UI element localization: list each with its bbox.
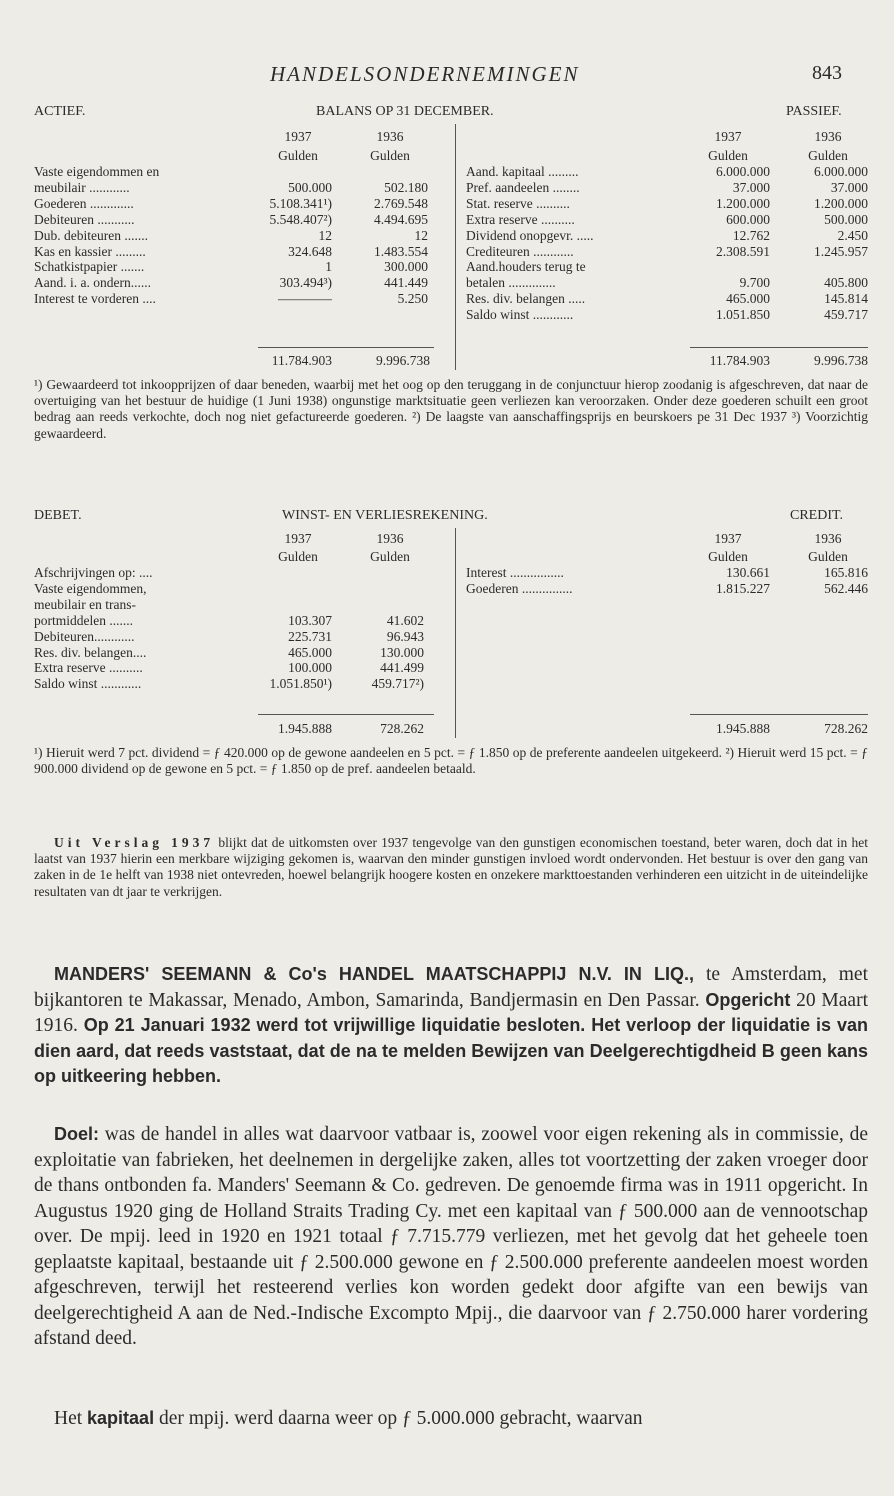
verslag-lead: Uit Verslag 1937 (54, 835, 215, 850)
table-cell-v1 (234, 581, 332, 597)
table-cell-v2 (332, 565, 424, 581)
opgericht-label: Opgericht (705, 989, 791, 1010)
balans-right-sum-rule (690, 347, 868, 348)
table-cell-v1: 100.000 (288, 660, 332, 676)
table-cell-v2 (770, 259, 868, 275)
winst-unit-1-right: Gulden (708, 549, 748, 564)
winst-unit-2-right: Gulden (808, 549, 848, 564)
opgericht-text: 20 Maart 1916. (34, 989, 868, 1036)
winst-total-left-1: 1.945.888 (278, 721, 332, 736)
table-cell-label: Dub. debiteuren ....... (34, 227, 148, 243)
table-cell-label: Afschrijvingen op: .... (34, 565, 153, 580)
winst-footnote: ¹) Hieruit werd 7 pct. dividend = ƒ 420.000 op de gewone aandeelen en 5 pct. = ƒ 1.850 op de preferente aandeelen uitgekeerd. ²) Hieruit werd 15 pct. = ƒ 900.000 dividend op de gewone en 5 pct. = ƒ 1.850 op de pref. aandeelen betaald. (34, 745, 868, 777)
table-cell-v2: 6.000.000 (814, 164, 868, 179)
table-cell-label: Goederen ............. (34, 195, 134, 211)
table-cell-label: meubilair en trans- (34, 596, 136, 612)
balans-year-1-right: 1937 (714, 129, 742, 144)
winst-year-1-right: 1937 (714, 531, 742, 546)
balans-footnote: ¹) Gewaardeerd tot inkoopprijzen of daar beneden, waarbij met het oog op den teruggang in de conjunctuur hierop zoodanig is afgeschreven, dat naar de overtuiging van het bestuur de huidige (1 Juni 1938) ongunstige marktsituatie geen verliezen kan veroorzaken. Onder deze goederen schuilt een groot bedrag aan reeds verkochte, doch nog niet gefactureerde goederen. ²) De laagste van aanschaffingsprijs en beurskoers pe 31 Dec 1937 ³) Voorzichtig gewaardeerd. (34, 377, 868, 441)
winst-right-sum-rule (690, 714, 868, 715)
table-cell-label: Saldo winst ............ (466, 307, 574, 323)
table-cell-v1: 600.000 (726, 211, 770, 227)
page-number: 843 (812, 62, 842, 84)
table-cell-label: Res. div. belangen ..... (466, 291, 586, 307)
winst-total-right-2: 728.262 (824, 721, 868, 736)
table-cell-v2: 130.000 (380, 644, 424, 660)
table-row (34, 164, 428, 180)
table-row (34, 212, 428, 228)
balans-left-heading: ACTIEF. (34, 104, 86, 119)
table-cell-v1: 5.108.341¹) (269, 195, 332, 211)
table-cell-label: Schatkistpapier ....... (34, 259, 145, 275)
doel-paragraph (34, 1122, 868, 1352)
balans-unit-1-right: Gulden (708, 148, 748, 163)
table-cell-v2: 37.000 (830, 179, 868, 195)
table-row (466, 180, 868, 196)
kapitaal-label: kapitaal (87, 1408, 155, 1428)
winst-credit-table (466, 565, 868, 597)
table-row (34, 581, 424, 597)
table-row (466, 228, 868, 244)
table-cell-label: Saldo winst ............ (34, 676, 142, 692)
table-cell-label: Debiteuren ........... (34, 211, 135, 227)
winst-year-2-left: 1936 (376, 531, 404, 546)
balans-total-left-2: 9.996.738 (376, 353, 430, 368)
balans-left-sum-rule (258, 347, 434, 348)
kapitaal-post: der mpij. werd daarna weer op ƒ 5.000.000 gebracht, waarvan (154, 1408, 643, 1429)
winst-total-left-2: 728.262 (380, 721, 424, 736)
table-cell-v2: 500.000 (824, 211, 868, 227)
company-intro: te Amsterdam, met bijkantoren te Makassar, Menado, Ambon, Samarinda, Bandjermasin en Den Passar. (34, 964, 868, 1011)
table-row (34, 613, 424, 629)
liquidatie-text: Op 21 Januari 1932 werd tot vrijwillige liquidatie besloten. Het verloop der liquidatie is van dien aard, dat reeds vaststaat, dat de na te melden Bewijzen van Deelgerechtigdheid B geen kans op uitkeering hebben. (34, 1015, 868, 1086)
table-cell-label: Vaste eigendommen en (34, 164, 160, 179)
table-row (466, 212, 868, 228)
table-cell-v1: 130.661 (726, 565, 770, 580)
table-row (34, 180, 428, 196)
doel-label: Doel: (54, 1124, 99, 1144)
winst-total-right-1: 1.945.888 (716, 721, 770, 736)
table-cell-label: Interest ................ (466, 565, 564, 580)
table-cell-v2: 502.180 (384, 179, 428, 195)
balans-unit-2-right: Gulden (808, 148, 848, 163)
table-cell-label: Kas en kassier ......... (34, 243, 146, 259)
balans-actief-table (34, 164, 428, 307)
table-cell-v1 (672, 259, 770, 275)
table-row (466, 244, 868, 260)
table-cell-v1: 225.731 (288, 628, 332, 644)
table-cell-v1: 5.548.407²) (269, 211, 332, 227)
company-intro-paragraph (34, 962, 868, 1090)
table-row (34, 259, 428, 275)
table-cell-v2: 562.446 (824, 580, 868, 596)
table-cell-v2: 4.494.695 (374, 211, 428, 227)
table-row (466, 275, 868, 291)
kapitaal-paragraph (34, 1406, 868, 1432)
running-header-title: HANDELSONDERNEMINGEN (270, 62, 580, 86)
table-row (34, 629, 424, 645)
winst-left-sum-rule (258, 714, 434, 715)
table-row (34, 244, 428, 260)
table-cell-label: Aand. i. a. ondern...... (34, 275, 151, 291)
balans-title: BALANS OP 31 DECEMBER. (316, 104, 494, 119)
table-cell-label: Goederen ............... (466, 580, 573, 596)
winst-unit-2-left: Gulden (370, 549, 410, 564)
table-cell-v1: 1.051.850¹) (269, 676, 332, 692)
table-cell-v2: 300.000 (384, 259, 428, 275)
table-cell-v1: 12 (318, 227, 332, 243)
table-cell-v1: 103.307 (288, 612, 332, 628)
table-cell-label: Interest te vorderen .... (34, 291, 156, 307)
table-row (34, 597, 424, 613)
table-row (466, 291, 868, 307)
table-cell-v2: 1.483.554 (374, 243, 428, 259)
table-cell-v1: 465.000 (726, 291, 770, 307)
table-row (466, 581, 868, 597)
verslag-text: blijkt dat de uitkomsten over 1937 tengevolge van den gunstigen economischen toestand, beter waren, doch dat in het laatst van 1937 hierin een merkbare wijziging gekomen is, waarvan den minder gunstigen invloed wordt ondervonden. Het bestuur is over den gang van zaken in de 1e helft van 1938 niet ontevreden, hoewel belangrijk hoogere kosten en onzekere markttoestanden verhinderen een uitzicht in de uiteindelijke resultaten van dt jaar te verkrijgen. (34, 835, 868, 899)
company-name: MANDERS' SEEMANN & Co's HANDEL MAATSCHAPPIJ N.V. IN LIQ., (54, 964, 695, 984)
table-cell-v2: 12 (414, 227, 428, 243)
table-row (466, 307, 868, 323)
table-cell-v2: 2.450 (837, 227, 868, 243)
table-cell-label: Extra reserve .......... (34, 660, 143, 676)
table-row (466, 565, 868, 581)
balans-year-2-left: 1936 (376, 129, 404, 144)
table-row (34, 196, 428, 212)
table-cell-label: Stat. reserve .......... (466, 195, 570, 211)
winst-title: WINST- EN VERLIESREKENING. (282, 508, 488, 523)
table-row (466, 259, 868, 275)
table-cell-v1: 2.308.591 (716, 243, 770, 259)
table-cell-v1: 500.000 (288, 179, 332, 195)
table-cell-label: Extra reserve .......... (466, 211, 575, 227)
table-row (466, 164, 868, 180)
table-row (34, 676, 424, 692)
balans-total-right-2: 9.996.738 (814, 353, 868, 368)
table-cell-v2: 5.250 (397, 291, 428, 307)
balans-total-right-1: 11.784.903 (709, 353, 770, 368)
table-cell-label: Debiteuren............ (34, 628, 135, 644)
balans-right-heading: PASSIEF. (786, 104, 842, 119)
table-cell-v1: 465.000 (288, 644, 332, 660)
table-cell-v1: 324.648 (288, 243, 332, 259)
table-cell-v2: 145.814 (824, 291, 868, 307)
table-cell-v2: 1.200.000 (814, 195, 868, 211)
table-cell-v1: 303.494³) (279, 275, 332, 291)
table-cell-v2: 1.245.957 (814, 243, 868, 259)
table-row (34, 291, 428, 307)
table-cell-v1 (234, 597, 332, 613)
table-cell-v1: ———— (278, 291, 332, 307)
table-cell-v2: 96.943 (386, 628, 424, 644)
balans-year-2-right: 1936 (814, 129, 842, 144)
balans-passief-table (466, 164, 868, 323)
table-cell-v1 (234, 565, 332, 581)
table-cell-v2: 459.717 (824, 307, 868, 323)
table-cell-label: Res. div. belangen.... (34, 644, 147, 660)
winst-right-heading: CREDIT. (790, 508, 844, 523)
table-cell-v1: 1.815.227 (716, 580, 770, 596)
table-row (34, 645, 424, 661)
table-cell-v2: 2.769.548 (374, 195, 428, 211)
table-row (466, 196, 868, 212)
table-cell-v1: 6.000.000 (716, 164, 770, 179)
doel-text: was de handel in alles wat daarvoor vatbaar is, zoowel voor eigen rekening als in commissie, de exploitatie van fabrieken, het deelnemen in dergelijke zaken, alles tot voortzetting der zaken vroeger door de thans ontbonden fa. Manders' Seemann & Co. gedreven. De genoemde firma was in 1911 opgericht. In Augustus 1920 ging de Holland Straits Trading Cy. met een kapitaal van ƒ 500.000 aan de vennootschap over. De mpij. leed in 1920 en 1921 totaal ƒ 7.715.779 verliezen, met het gevolg dat het geheele toen geplaatste kapitaal, bestaande uit ƒ 2.500.000 gewone en ƒ 2.500.000 preferente aandeelen moest worden afgeschreven, terwijl het resteerend verlies kon worden gedekt door afgifte van een bewijs van deelgerechtigheid A aan de Ned.-Indische Excompto Mpij., die daarvoor van ƒ 2.750.000 harer vordering afstand deed. (34, 1124, 868, 1349)
table-cell-label: betalen .............. (466, 275, 556, 291)
table-cell-label: meubilair ............ (34, 179, 130, 195)
winst-year-1-left: 1937 (284, 531, 312, 546)
balans-unit-2-left: Gulden (370, 148, 410, 163)
table-cell-v2: 441.499 (380, 660, 424, 676)
balans-total-left-1: 11.784.903 (271, 353, 332, 368)
balans-year-1-left: 1937 (284, 129, 312, 144)
table-cell-v1: 1 (325, 259, 332, 275)
winst-left-heading: DEBET. (34, 508, 82, 523)
table-row (34, 660, 424, 676)
table-cell-v1: 12.762 (732, 227, 770, 243)
table-cell-v2: 441.449 (384, 275, 428, 291)
table-cell-v1: 1.051.850 (716, 307, 770, 323)
table-cell-v1: 9.700 (739, 275, 770, 291)
table-cell-v1: 37.000 (732, 179, 770, 195)
table-row (34, 228, 428, 244)
table-cell-v1 (234, 164, 332, 180)
winst-unit-1-left: Gulden (278, 549, 318, 564)
table-cell-v2 (332, 597, 424, 613)
balans-unit-1-left: Gulden (278, 148, 318, 163)
table-cell-label: Pref. aandeelen ........ (466, 179, 580, 195)
table-cell-v1: 1.200.000 (716, 195, 770, 211)
winst-center-rule (455, 528, 456, 738)
table-cell-label: Dividend onopgevr. ..... (466, 227, 594, 243)
balans-center-rule (455, 124, 456, 370)
verslag-paragraph (34, 835, 868, 900)
table-row (34, 275, 428, 291)
table-cell-label: Vaste eigendommen, (34, 580, 147, 596)
winst-debet-table (34, 565, 424, 692)
table-cell-v2: 459.717²) (371, 676, 424, 692)
kapitaal-pre: Het (54, 1408, 88, 1429)
table-cell-v2 (332, 581, 424, 597)
table-cell-label: Aand.houders terug te (466, 259, 586, 275)
table-row (34, 565, 424, 581)
table-cell-label: portmiddelen ....... (34, 612, 133, 628)
table-cell-v2: 41.602 (386, 612, 424, 628)
table-cell-v2 (332, 164, 428, 180)
table-cell-label: Crediteuren ............ (466, 243, 574, 259)
winst-year-2-right: 1936 (814, 531, 842, 546)
table-cell-label: Aand. kapitaal ......... (466, 164, 579, 179)
table-cell-v2: 165.816 (824, 565, 868, 580)
table-cell-v2: 405.800 (824, 275, 868, 291)
